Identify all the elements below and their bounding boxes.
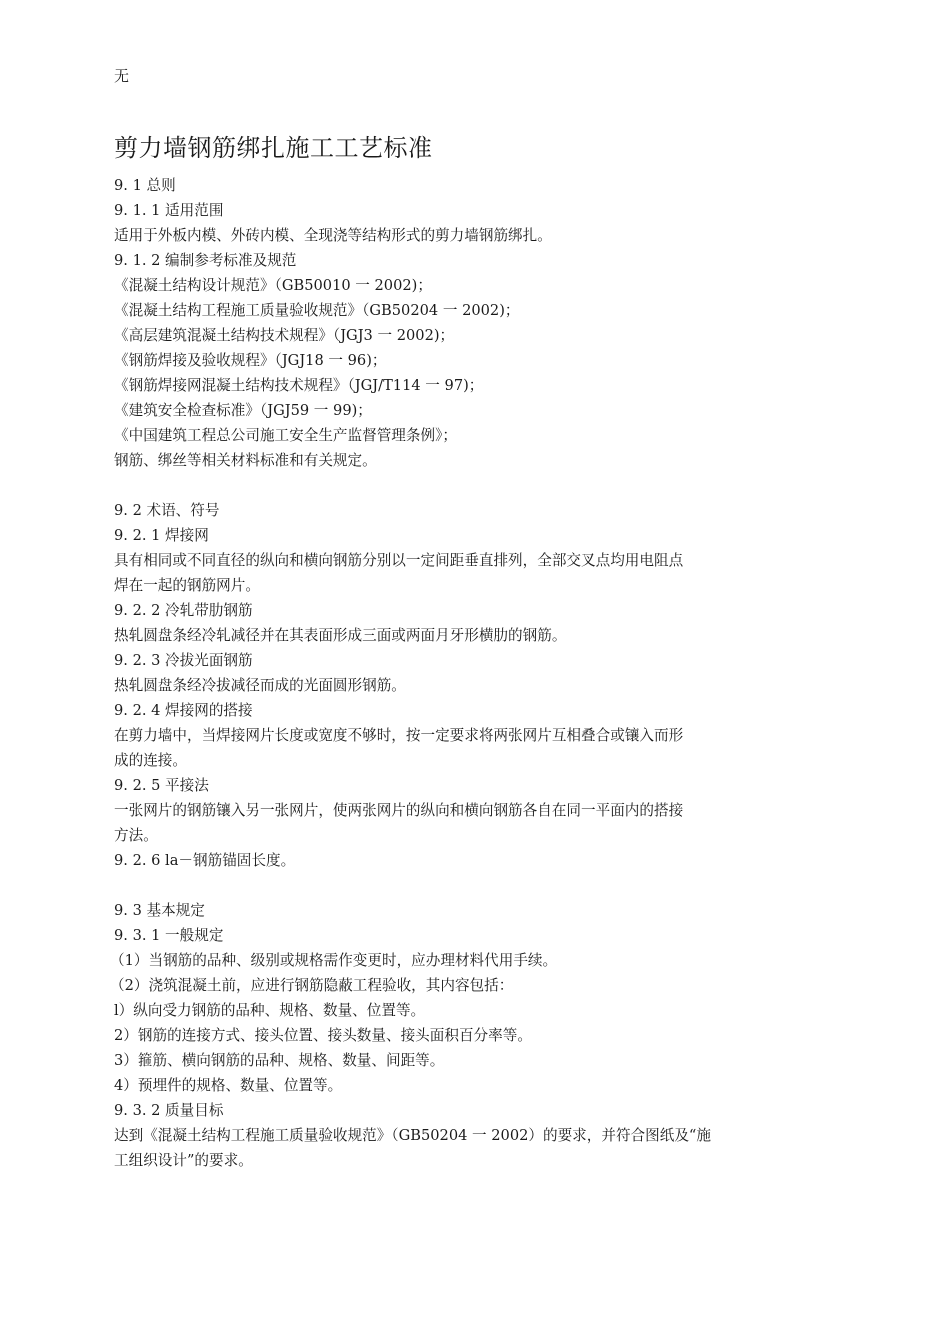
text-line: l）纵向受力钢筋的品种、规格、数量、位置等。 xyxy=(114,1002,426,1019)
text-line: 9. 3 基本规定 xyxy=(114,902,205,919)
page-title: 剪力墙钢筋绑扎施工工艺标准 xyxy=(114,134,433,162)
text-line: 3）箍筋、横向钢筋的品种、规格、数量、间距等。 xyxy=(114,1052,445,1069)
document-body xyxy=(110,173,794,1173)
text-line: 9. 1. 2 编制参考标准及规范 xyxy=(114,252,297,269)
header-note: 无 xyxy=(114,67,130,85)
text-line: 9. 3. 2 质量目标 xyxy=(114,1102,224,1119)
text-line: 《高层建筑混凝土结构技术规程》（JGJ3 一 2002)； xyxy=(114,327,455,344)
blank-line xyxy=(114,873,794,898)
text-line: 在剪力墙中，当焊接网片长度或宽度不够时，按一定要求将两张网片互相叠合或镶入而形 xyxy=(114,727,684,744)
text-line: 9. 2. 4 焊接网的搭接 xyxy=(114,702,253,719)
text-line: 工组织设计”的要求。 xyxy=(114,1152,253,1169)
text-line: 《混凝土结构设计规范》（GB50010 一 2002)； xyxy=(114,277,432,294)
text-line: 达到《混凝土结构工程施工质量验收规范》（GB50204 一 2002）的要求，并符合图纸及“施 xyxy=(114,1127,711,1144)
text-line: 《中国建筑工程总公司施工安全生产监督管理条例》； xyxy=(114,427,457,444)
text-line: 2）钢筋的连接方式、接头位置、接头数量、接头面积百分率等。 xyxy=(114,1027,532,1044)
text-line: 《混凝土结构工程施工质量验收规范》（GB50204 一 2002)； xyxy=(114,302,520,319)
text-line: 9. 2. 5 平接法 xyxy=(114,777,209,794)
text-line: 《钢筋焊接网混凝土结构技术规程》（JGJ/T114 一 97)； xyxy=(114,377,484,394)
text-line: 9. 3. 1 一般规定 xyxy=(114,927,224,944)
text-line: （2）浇筑混凝土前，应进行钢筋隐蔽工程验收，其内容包括： xyxy=(110,977,514,994)
text-line: （1）当钢筋的品种、级别或规格需作变更时，应办理材料代用手续。 xyxy=(110,952,558,969)
text-line: 具有相同或不同直径的纵向和横向钢筋分别以一定间距垂直排列，全部交叉点均用电阻点 xyxy=(114,552,684,569)
text-line: 9. 2. 6 la－钢筋锚固长度。 xyxy=(114,852,296,869)
text-line: 钢筋、绑丝等相关材料标准和有关规定。 xyxy=(114,452,377,469)
text-line: 9. 1 总则 xyxy=(114,177,176,194)
text-line: 4）预埋件的规格、数量、位置等。 xyxy=(114,1077,343,1094)
text-line: 9. 2. 3 冷拔光面钢筋 xyxy=(114,652,253,669)
text-line: 《钢筋焊接及验收规程》（JGJ18 一 96)； xyxy=(114,352,387,369)
text-line: 适用于外板内模、外砖内模、全现浇等结构形式的剪力墙钢筋绑扎。 xyxy=(114,227,552,244)
text-line: 《建筑安全检查标准》（JGJ59 一 99)； xyxy=(114,402,372,419)
text-line: 9. 2. 2 冷轧带肋钢筋 xyxy=(114,602,253,619)
text-line: 成的连接。 xyxy=(114,752,187,769)
text-line: 方法。 xyxy=(114,827,158,844)
blank-line xyxy=(114,473,794,498)
text-line: 9. 1. 1 适用范围 xyxy=(114,202,224,219)
text-line: 9. 2 术语、符号 xyxy=(114,502,220,519)
text-line: 一张网片的钢筋镶入另一张网片，使两张网片的纵向和横向钢筋各自在同一平面内的搭接 xyxy=(114,802,684,819)
text-line: 9. 2. 1 焊接网 xyxy=(114,527,209,544)
text-line: 焊在一起的钢筋网片。 xyxy=(114,577,260,594)
text-line: 热轧圆盘条经冷轧减径并在其表面形成三面或两面月牙形横肋的钢筋。 xyxy=(114,627,567,644)
text-line: 热轧圆盘条经冷拔减径而成的光面圆形钢筋。 xyxy=(114,677,406,694)
